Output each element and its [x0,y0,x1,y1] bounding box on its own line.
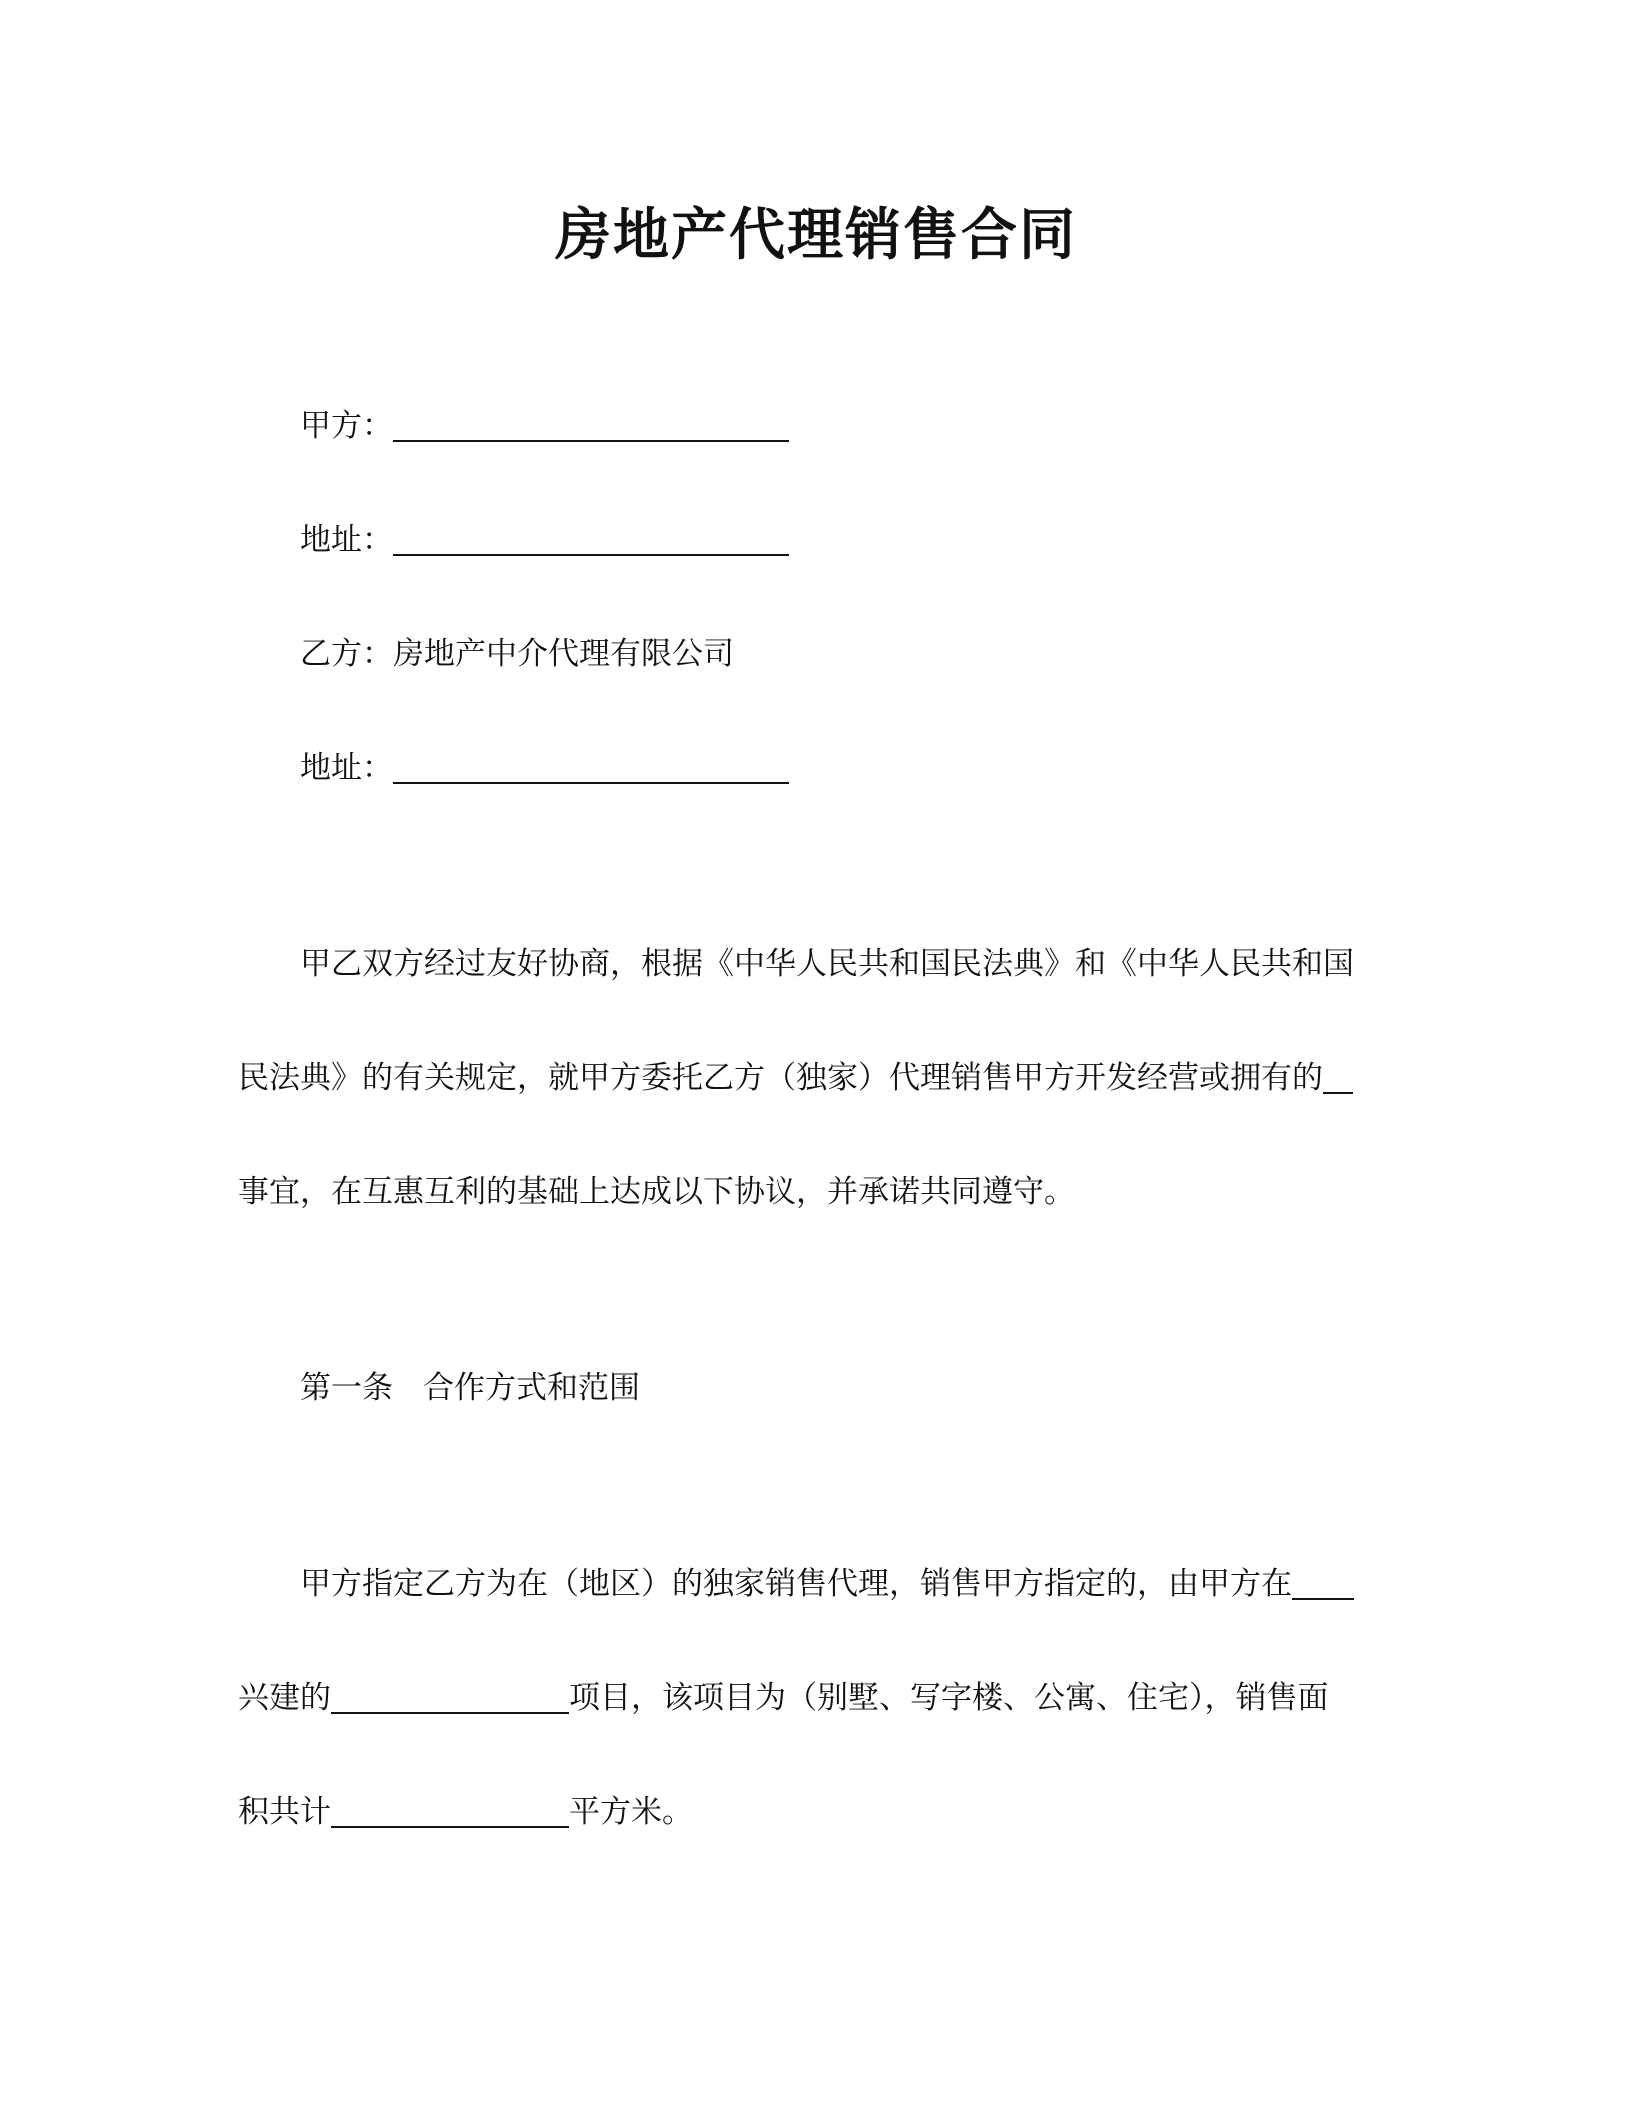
article-1-title: 合作方式和范围 [423,1370,640,1406]
party-b-address-line [300,744,789,792]
party-b-address-blank[interactable] [393,746,789,784]
party-a-address-label: 地址： [300,522,393,558]
article-1-line-3-suffix: 平方米。 [569,1794,693,1830]
article-1-number: 第一条 [300,1370,393,1406]
article-1-heading [300,1364,640,1412]
preamble-line-2 [238,1054,1353,1102]
preamble-line-3: 事宜，在互惠互利的基础上达成以下协议，并承诺共同遵守。 [238,1174,1075,1210]
article-1-line-2-prefix: 兴建的 [238,1680,331,1716]
article-1-line-1-text: 甲方指定乙方为在（地区）的独家销售代理，销售甲方指定的，由甲方在 [300,1566,1292,1602]
party-a-address-blank[interactable] [393,518,789,556]
party-b-label: 乙方： [300,636,393,672]
party-a-line [300,402,789,450]
party-a-blank[interactable] [393,404,789,442]
article-1-line-2-suffix: 项目，该项目为（别墅、写字楼、公寓、住宅），销售面 [569,1680,1329,1716]
document-title: 房地产代理销售合同 [555,203,1077,268]
project-name-blank[interactable] [331,1676,569,1714]
party-a-label: 甲方： [300,408,393,444]
article-1-line-2 [238,1674,1329,1722]
party-b-line [300,630,734,678]
party-a-address-line [300,516,789,564]
area-blank[interactable] [331,1790,569,1828]
party-b-name: 房地产中介代理有限公司 [393,636,734,672]
property-blank[interactable] [1323,1056,1353,1094]
location-blank[interactable] [1292,1562,1354,1600]
article-1-line-3 [238,1788,693,1836]
article-1-line-1 [300,1560,1354,1608]
preamble-line-1: 甲乙双方经过友好协商，根据《中华人民共和国民法典》和《中华人民共和国 [300,946,1354,982]
article-1-line-3-prefix: 积共计 [238,1794,331,1830]
preamble-line-2-text: 民法典》的有关规定，就甲方委托乙方（独家）代理销售甲方开发经营或拥有的 [238,1060,1323,1096]
party-b-address-label: 地址： [300,750,393,786]
